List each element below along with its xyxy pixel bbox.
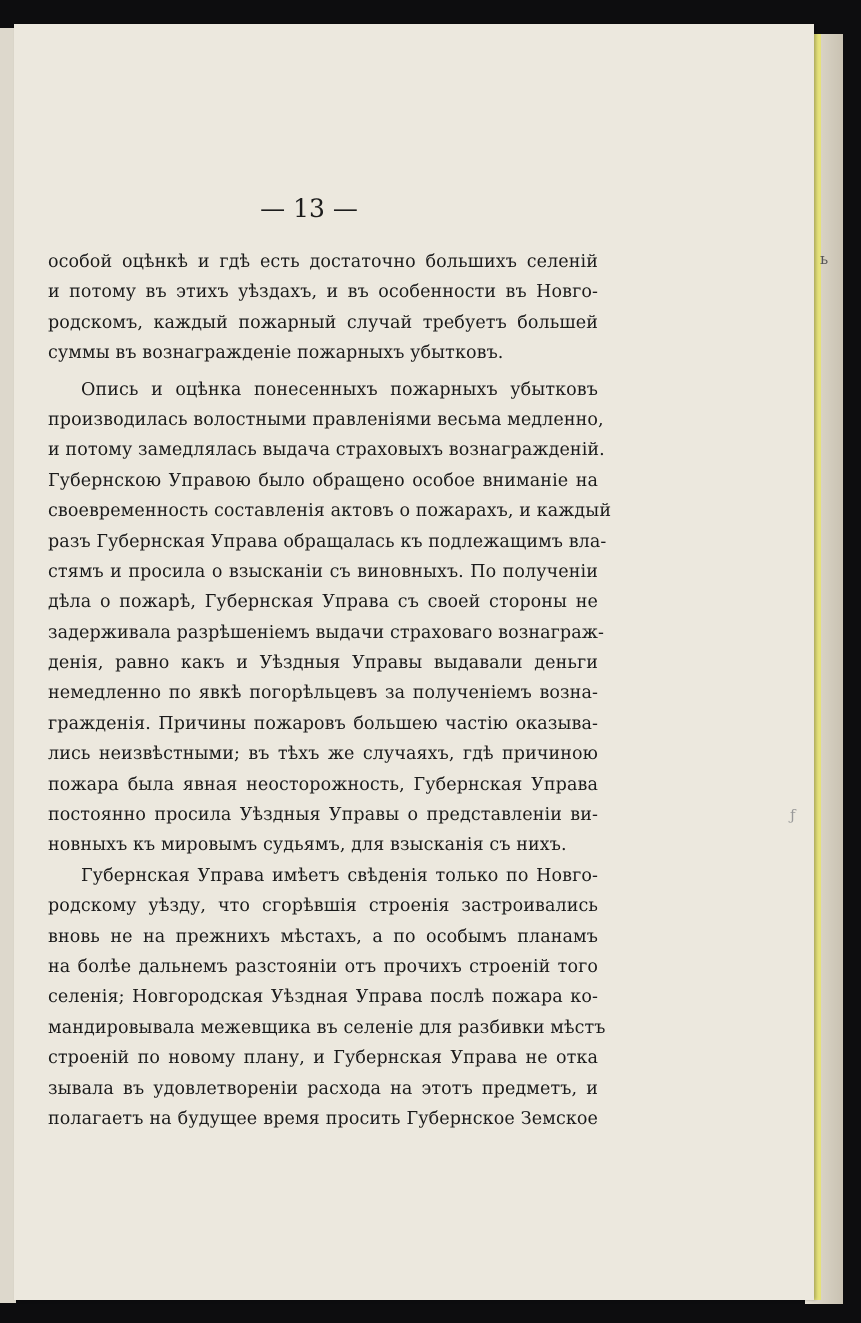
text-line: родскому уѣзду, что сгорѣвшія строенія застроивались xyxy=(48,896,598,917)
text-line: зывала въ удовлетвореніи расхода на этотъ предметъ, и xyxy=(48,1078,598,1099)
text-line: лись неизвѣстными; въ тѣхъ же случаяхъ, гдѣ причиною xyxy=(48,744,598,765)
text-line: гражденія. Причины пожаровъ большею частію оказыва- xyxy=(48,713,598,734)
document-page xyxy=(14,24,829,1300)
text-line: и потому замедлялась выдача страховыхъ вознагражденій. xyxy=(48,440,605,461)
text-line: вновь не на прежнихъ мѣстахъ, а по особымъ планамъ xyxy=(48,926,598,947)
text-line: Губернская Управа имѣетъ свѣденія только по Новго- xyxy=(81,865,598,886)
text-line: особой оцѣнкѣ и гдѣ есть достаточно большихъ селеній xyxy=(48,252,598,272)
yellow-page-edge xyxy=(814,34,821,1300)
body-text xyxy=(48,247,612,1134)
text-line: задерживала разрѣшеніемъ выдачи страховаго вознаграж- xyxy=(48,622,604,643)
margin-mark-bottom: ƒ xyxy=(790,806,796,824)
text-line: постоянно просила Уѣздныя Управы о представленіи ви- xyxy=(48,805,598,826)
text-line: разъ Губернская Управа обращалась къ подлежащимъ вла- xyxy=(48,531,607,552)
text-line: и потому въ этихъ уѣздахъ, и въ особенности въ Новго- xyxy=(48,282,598,303)
text-line: производилась волостными правленіями весьма медленно, xyxy=(48,409,604,430)
text-line: селенія; Новгородская Уѣздная Управа послѣ пожара ко- xyxy=(48,987,598,1008)
text-line: немедленно по явкѣ погорѣльцевъ за полученіемъ возна- xyxy=(48,683,598,704)
text-line: дѣла о пожарѣ, Губернская Управа съ своей стороны не xyxy=(48,592,598,613)
text-line: полагаетъ на будущее время просить Губернское Земское xyxy=(48,1108,598,1129)
text-line: суммы въ вознагражденіе пожарныхъ убытковъ. xyxy=(48,343,504,364)
text-line: на болѣе дальнемъ разстояніи отъ прочихъ строеній того xyxy=(48,956,598,977)
text-line: мандировывала межевщика въ селеніе для разбивки мѣстъ xyxy=(48,1017,606,1038)
page-number: — 13 — xyxy=(260,194,358,223)
text-line: Опись и оцѣнка понесенныхъ пожарныхъ убытковъ xyxy=(81,379,598,400)
text-line: своевременность составленія актовъ о пожарахъ, и каждый xyxy=(48,501,612,522)
text-line: денія, равно какъ и Уѣздныя Управы выдавали деньги xyxy=(48,653,598,674)
text-line: строеній по новому плану, и Губернская Управа не отка xyxy=(48,1048,598,1069)
text-line: пожара была явная неосторожность, Губернская Управа xyxy=(48,774,598,795)
text-line: стямъ и просила о взысканіи съ виновныхъ. По полученіи xyxy=(48,561,598,582)
text-line: Губернскою Управою было обращено особое вниманіе на xyxy=(48,470,598,491)
margin-mark-top: ь xyxy=(820,250,829,268)
text-line: новныхъ къ мировымъ судьямъ, для взысканія съ нихъ. xyxy=(48,835,567,856)
text-line: родскомъ, каждый пожарный случай требуетъ большей xyxy=(48,312,598,333)
